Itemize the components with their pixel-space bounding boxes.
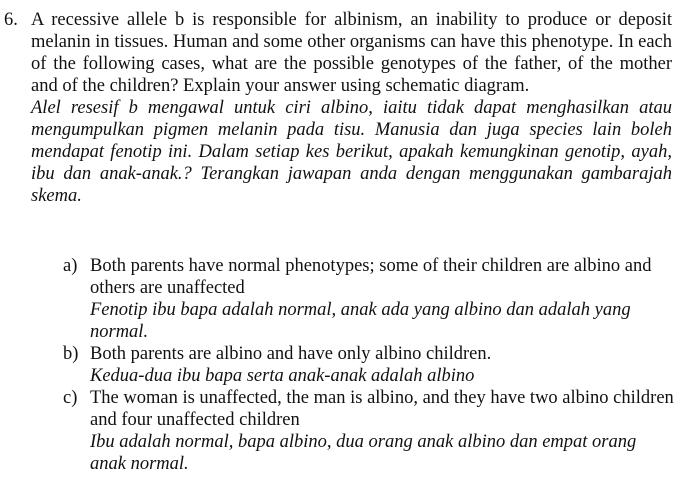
part-label: c) — [63, 388, 78, 408]
part-text-malay: Fenotip ibu bapa adalah normal, anak ada yang albino dan adalah yang normal. — [90, 300, 631, 342]
question-body — [31, 9, 672, 207]
part-label: b) — [63, 344, 79, 364]
part-text-english: Both parents have normal phenotypes; some of their children are albino and others are unaffected — [90, 256, 652, 298]
question-number: 6. — [4, 10, 18, 30]
part-text-malay: Kedua-dua ibu bapa serta anak-anak adalah albino — [90, 366, 475, 386]
part-text — [90, 387, 675, 475]
question-text-english: A recessive allele b is responsible for albinism, an inability to produce or deposit melanin in tissues. Human and some other organisms can have this phenotype. In each of the following cases, what are the possible genotypes of the father, of the mother and of the children? Explain your answer using schematic diagram. — [31, 10, 672, 96]
question-6 — [4, 9, 672, 207]
question-text-malay: Alel resesif b mengawal untuk ciri albino, iaitu tidak dapat menghasilkan atau mengumpulkan pigmen melanin pada tisu. Manusia dan juga species lain boleh mendapat fenotip ini. Dalam setiap kes berikut, apakah kemungkinan genotip, ayah, ibu dan anak-anak.? Terangkan jawapan anda dengan menggunakan gambarajah skema. — [31, 98, 672, 206]
part-a — [63, 255, 675, 343]
part-text-malay: Ibu adalah normal, bapa albino, dua orang anak albino dan empat orang anak normal. — [90, 432, 637, 474]
part-text-english: The woman is unaffected, the man is albino, and they have two albino children and four unaffected children — [90, 388, 674, 430]
part-c — [63, 387, 675, 475]
sub-questions — [63, 255, 675, 475]
part-text — [90, 255, 675, 343]
part-b — [63, 343, 675, 387]
part-text — [90, 343, 675, 387]
part-label: a) — [63, 256, 78, 276]
part-text-english: Both parents are albino and have only albino children. — [90, 344, 492, 364]
